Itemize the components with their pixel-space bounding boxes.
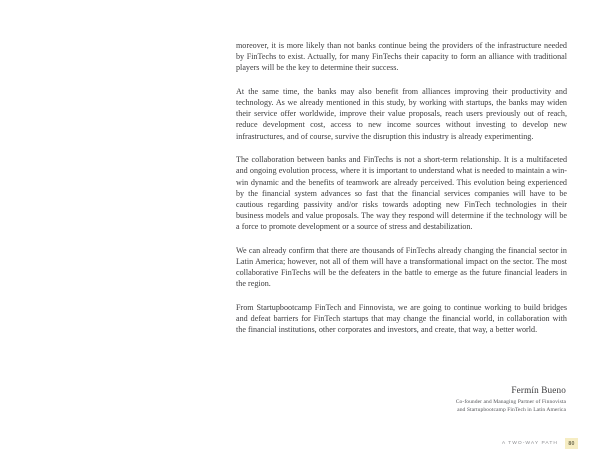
paragraph: From Startupbootcamp FinTech and Finnovista, we are going to continue working to build bridges and defeat barriers for FinTech startups that may change the financial world, in collaboration with the financial institutions, other corporates and investors, and create, that way, a better world. xyxy=(236,302,567,335)
page-number-badge: 80 xyxy=(565,438,578,449)
paragraph: We can already confirm that there are thousands of FinTechs already changing the financial sector in Latin America; however, not all of them will have a transformational impact on the sector. The most collaborative FinTechs will be the defeaters in the battle to emerge as the future financial leaders in the region. xyxy=(236,245,567,289)
paragraph: At the same time, the banks may also benefit from alliances improving their productivity and technology. As we already mentioned in this study, by working with startups, the banks may widen their service offer worldwide, improve their value proposals, reach users previously out of reach, reduce development cost, access to new income sources without investing to develop new infrastructures, and of course, survive the disruption this industry is already experimenting. xyxy=(236,86,567,141)
footer-chapter-title: A TWO-WAY PATH xyxy=(501,441,558,446)
author-role-line-2: and Startupbootcamp FinTech in Latin America xyxy=(457,406,566,413)
paragraph: The collaboration between banks and FinTechs is not a short-term relationship. It is a multifaceted and ongoing evolution process, where it is important to understand what is needed to maintain a win-win dynamic and the benefits of teamwork are already perceived. This evolution being experienced by the financial system advances so fast that the financial services companies will have to be cautious regarding passivity and/or risks towards adopting new FinTech technologies in their business models and value proposals. The way they respond will determine if the technology will be a force to promote development or a source of stress and destabilization. xyxy=(236,155,567,232)
page-footer xyxy=(502,438,578,449)
author-name: Fermín Bueno xyxy=(511,385,566,395)
body-text-column xyxy=(236,40,567,335)
paragraph: moreover, it is more likely than not banks continue being the providers of the infrastructure needed by FinTechs to exist. Actually, for many FinTechs their capacity to form an alliance with traditional players will be the key to determine their success. xyxy=(236,41,567,73)
author-signature-block xyxy=(266,384,566,414)
author-role-line-1: Co-founder and Managing Partner of Finnovista xyxy=(455,399,566,405)
